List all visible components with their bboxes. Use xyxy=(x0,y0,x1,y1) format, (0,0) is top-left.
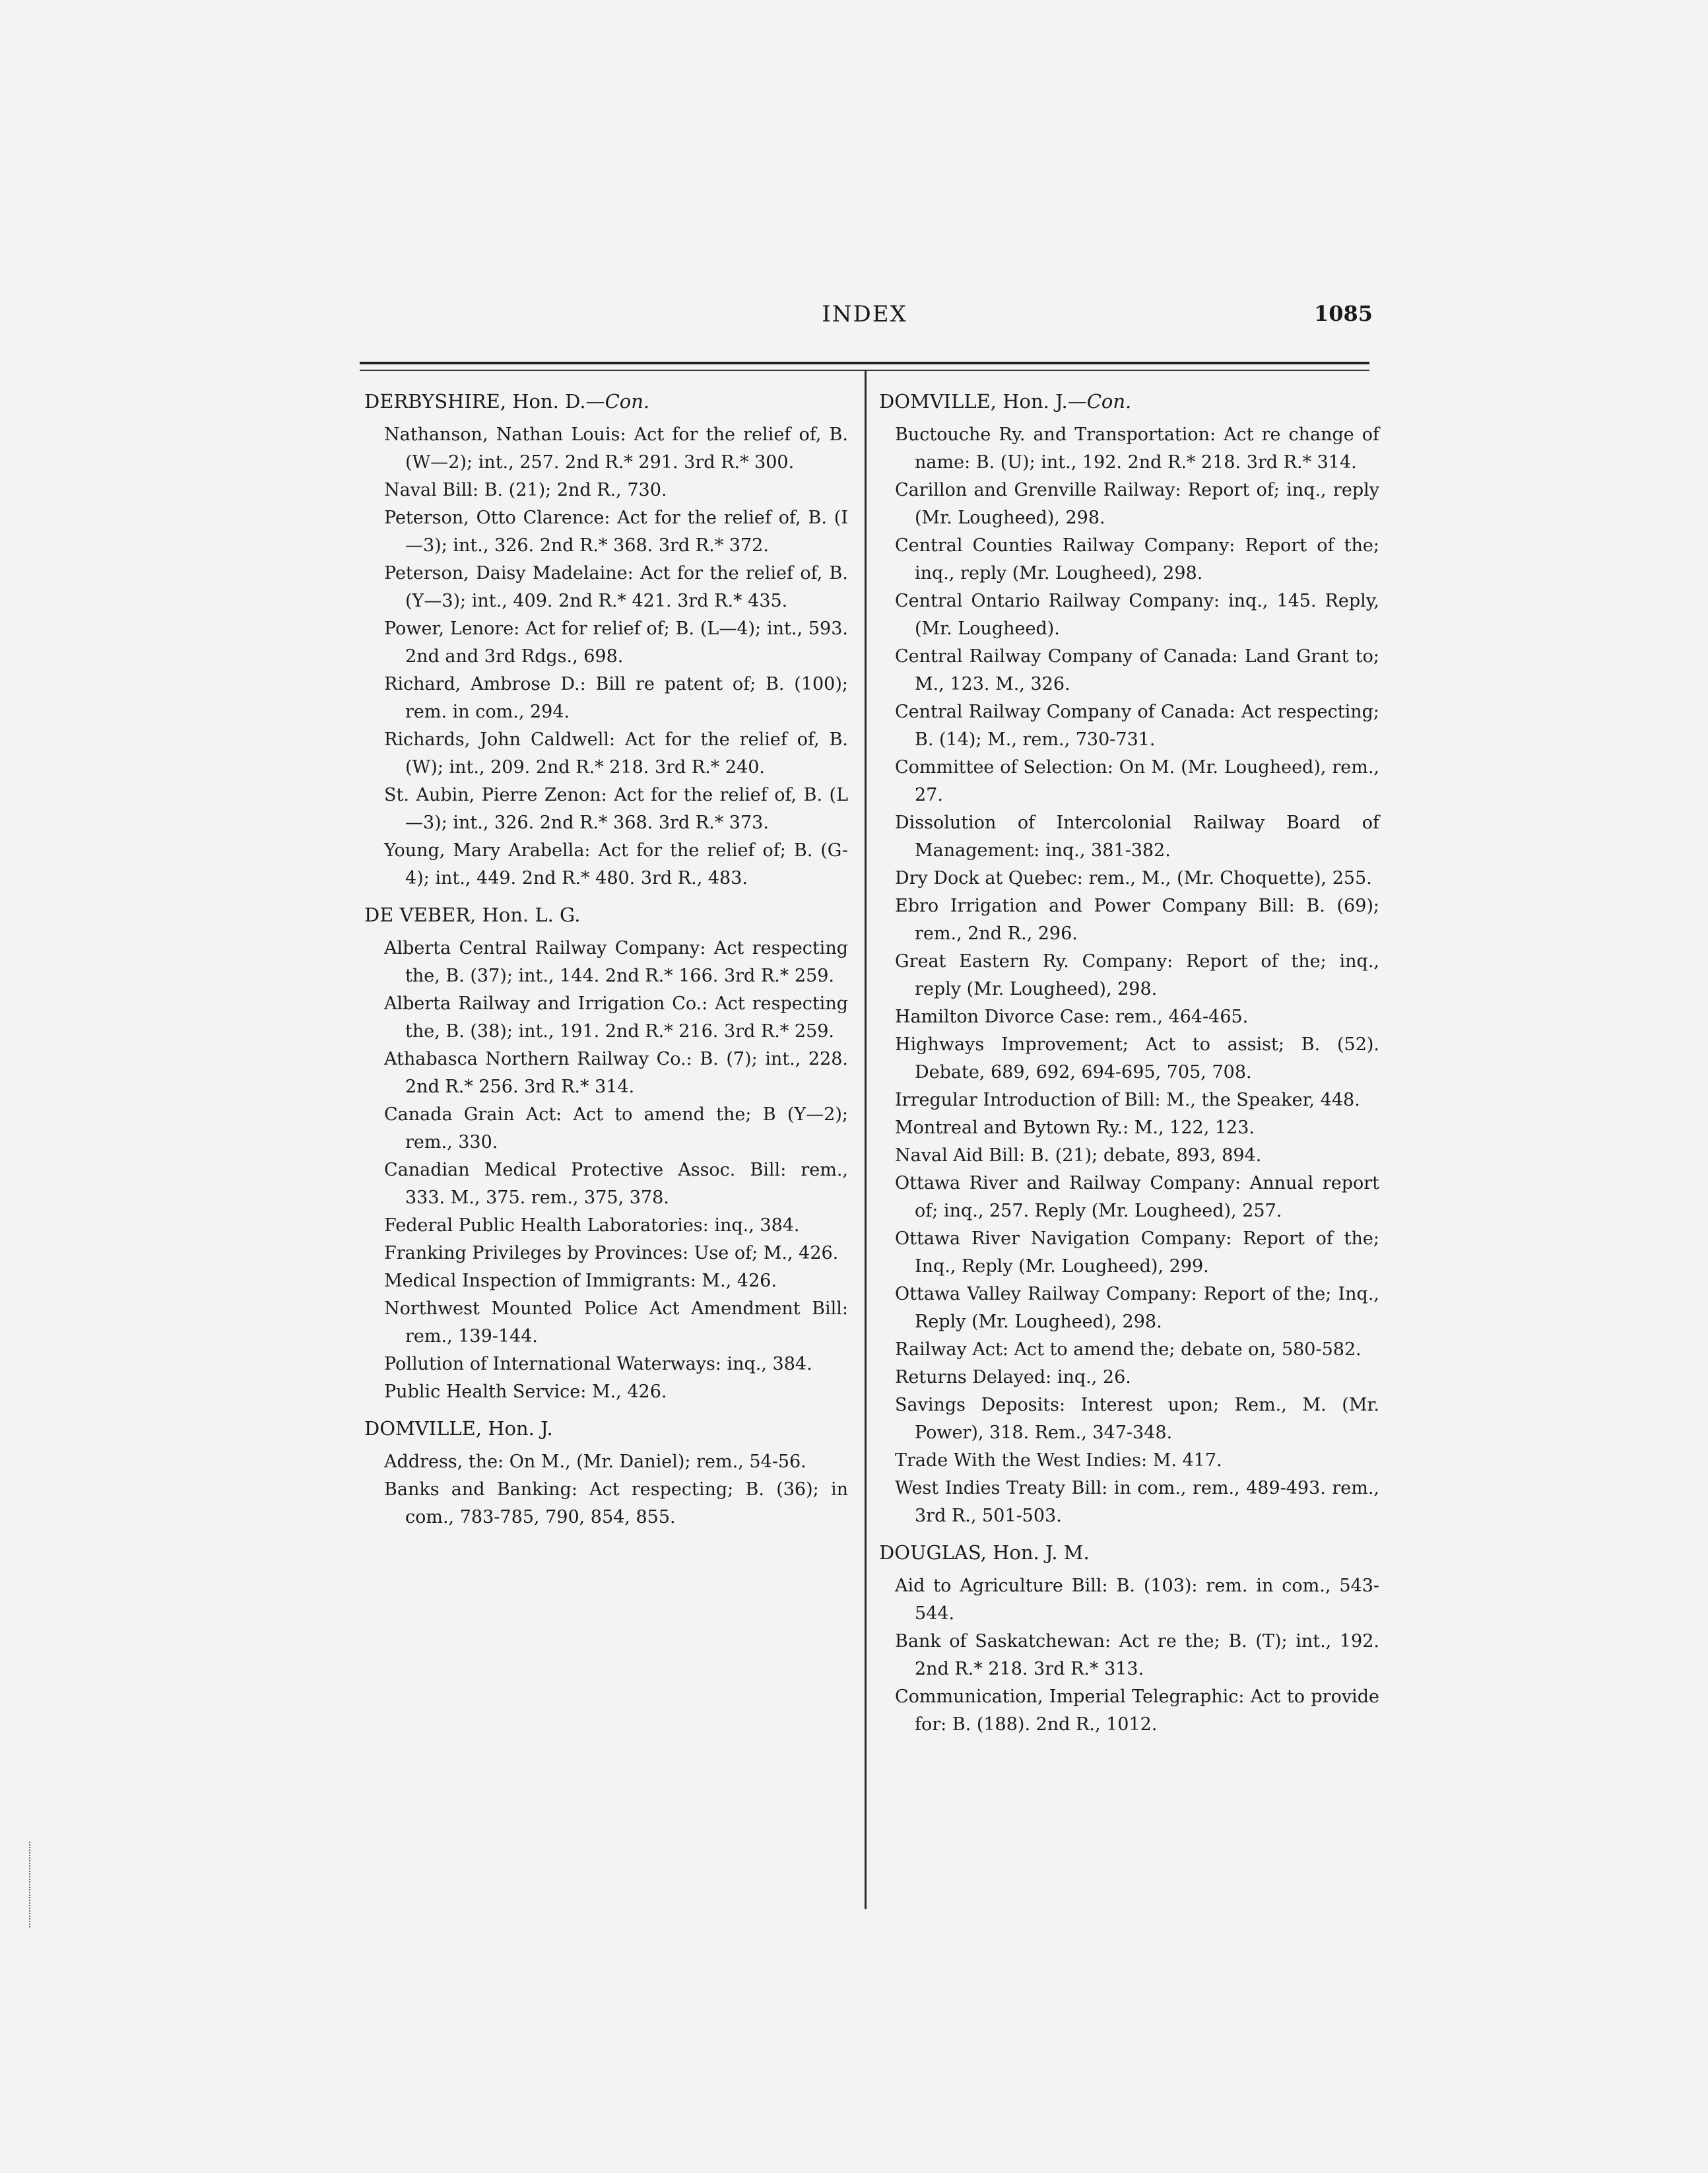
index-entry: Communication, Imperial Telegraphic: Act to provide for: B. (188). 2nd R., 1012. xyxy=(895,1687,1379,1735)
index-entry: Returns Delayed: inq., 26. xyxy=(895,1367,1131,1387)
index-entry: Committee of Selection: On M. (Mr. Lougheed), rem., 27. xyxy=(895,757,1379,805)
index-entry: Naval Bill: B. (21); 2nd R., 730. xyxy=(384,480,667,500)
index-entry: Aid to Agriculture Bill: B. (103): rem. in com., 543-544. xyxy=(895,1576,1379,1624)
heading-name: DOMVILLE, Hon. J. xyxy=(364,1417,553,1440)
index-entry: Ebro Irrigation and Power Company Bill: B. (69); rem., 2nd R., 296. xyxy=(895,896,1379,944)
index-entry: Ottawa River Navigation Company: Report of the; Inq., Reply (Mr. Lougheed), 299. xyxy=(895,1228,1379,1277)
index-entry: Alberta Central Railway Company: Act respecting the, B. (37); int., 144. 2nd R.* 166. 3rd R.* 259. xyxy=(384,938,848,986)
index-entry: Great Eastern Ry. Company: Report of the; inq., reply (Mr. Lougheed), 298. xyxy=(895,951,1379,999)
index-entry: Canadian Medical Protective Assoc. Bill: rem., 333. M., 375. rem., 375, 378. xyxy=(384,1160,848,1208)
right-column xyxy=(878,388,1379,1739)
heading-name: DERBYSHIRE, Hon. D. xyxy=(364,390,586,413)
column-divider xyxy=(865,371,867,1909)
heading-continued: —Con. xyxy=(585,390,650,413)
index-heading xyxy=(363,902,848,928)
index-entry: Dry Dock at Quebec: rem., M., (Mr. Choquette), 255. xyxy=(895,868,1372,888)
index-entry: Nathanson, Nathan Louis: Act for the relief of, B. (W—2); int., 257. 2nd R.* 291. 3rd R.* 300. xyxy=(384,424,848,473)
index-heading xyxy=(363,1415,848,1442)
page-number: 1085 xyxy=(1313,301,1373,326)
left-column xyxy=(363,388,848,1531)
index-entry: Central Railway Company of Canada: Land Grant to; M., 123. M., 326. xyxy=(895,646,1379,694)
index-entry: Canada Grain Act: Act to amend the; B (Y—2); rem., 330. xyxy=(384,1104,848,1153)
index-entry: Ottawa Valley Railway Company: Report of the; Inq., Reply (Mr. Lougheed), 298. xyxy=(895,1284,1379,1332)
index-entry: Young, Mary Arabella: Act for the relief of; B. (G-4); int., 449. 2nd R.* 480. 3rd R., 483. xyxy=(384,840,848,888)
index-entry: Public Health Service: M., 426. xyxy=(384,1382,667,1402)
index-entry: Alberta Railway and Irrigation Co.: Act respecting the, B. (38); int., 191. 2nd R.* 216. 3rd R.* 259. xyxy=(384,993,848,1042)
index-entry: Buctouche Ry. and Transportation: Act re change of name: B. (U); int., 192. 2nd R.* 218. 3rd R.* 314. xyxy=(895,424,1379,473)
index-entry: Power, Lenore: Act for relief of; B. (L—4); int., 593. 2nd and 3rd Rdgs., 698. xyxy=(384,618,848,667)
index-entry: Montreal and Bytown Ry.: M., 122, 123. xyxy=(895,1118,1255,1138)
index-entry: Hamilton Divorce Case: rem., 464-465. xyxy=(895,1007,1249,1027)
index-entry: Railway Act: Act to amend the; debate on, 580-582. xyxy=(895,1339,1362,1360)
margin-mark xyxy=(29,1842,33,1927)
index-entry: Central Counties Railway Company: Report of the; inq., reply (Mr. Lougheed), 298. xyxy=(895,535,1379,584)
index-entry: Banks and Banking: Act respecting; B. (36); in com., 783-785, 790, 854, 855. xyxy=(384,1479,848,1527)
index-entry: Richard, Ambrose D.: Bill re patent of; B. (100); rem. in com., 294. xyxy=(384,674,848,722)
index-heading xyxy=(363,388,848,415)
heading-name: DOUGLAS, Hon. J. M. xyxy=(879,1541,1090,1564)
index-entry: Savings Deposits: Interest upon; Rem., M. (Mr. Power), 318. Rem., 347-348. xyxy=(895,1395,1379,1443)
index-entry: Medical Inspection of Immigrants: M., 426. xyxy=(384,1271,777,1291)
index-entry: Highways Improvement; Act to assist; B. (52). Debate, 689, 692, 694-695, 705, 708. xyxy=(895,1034,1379,1083)
header-rule-thick xyxy=(360,362,1369,364)
index-entry: Address, the: On M., (Mr. Daniel); rem., 54-56. xyxy=(384,1452,806,1472)
index-entry: Dissolution of Intercolonial Railway Board of Management: inq., 381-382. xyxy=(895,813,1379,861)
index-entry: Northwest Mounted Police Act Amendment Bill: rem., 139-144. xyxy=(384,1298,848,1347)
index-entry: Peterson, Daisy Madelaine: Act for the relief of, B. (Y—3); int., 409. 2nd R.* 421. 3rd R.* 435. xyxy=(384,563,848,611)
index-entry: Carillon and Grenville Railway: Report of; inq., reply (Mr. Lougheed), 298. xyxy=(895,480,1379,528)
index-entry: Central Ontario Railway Company: inq., 145. Reply, (Mr. Lougheed). xyxy=(895,591,1379,639)
index-entry: Federal Public Health Laboratories: inq., 384. xyxy=(384,1215,800,1236)
index-entry: Central Railway Company of Canada: Act respecting; B. (14); M., rem., 730-731. xyxy=(895,702,1379,750)
index-entry: Pollution of International Waterways: inq., 384. xyxy=(384,1354,812,1374)
index-entry: St. Aubin, Pierre Zenon: Act for the relief of, B. (L—3); int., 326. 2nd R.* 368. 3rd R.* 373. xyxy=(384,785,848,833)
index-entry: Irregular Introduction of Bill: M., the Speaker, 448. xyxy=(895,1090,1360,1110)
index-entry: Trade With the West Indies: M. 417. xyxy=(895,1450,1222,1471)
index-heading xyxy=(878,1539,1379,1566)
heading-name: DE VEBER, Hon. L. G. xyxy=(364,904,581,926)
index-entry: Peterson, Otto Clarence: Act for the relief of, B. (I—3); int., 326. 2nd R.* 368. 3rd R.* 372. xyxy=(384,508,848,556)
index-entry: West Indies Treaty Bill: in com., rem., 489-493. rem., 3rd R., 501-503. xyxy=(895,1478,1379,1526)
running-title: INDEX xyxy=(822,301,907,327)
index-entry: Franking Privileges by Provinces: Use of; M., 426. xyxy=(384,1243,839,1263)
index-entry: Athabasca Northern Railway Co.: B. (7); int., 228. 2nd R.* 256. 3rd R.* 314. xyxy=(384,1049,848,1097)
index-entry: Naval Aid Bill: B. (21); debate, 893, 894. xyxy=(895,1145,1262,1166)
index-heading xyxy=(878,388,1379,415)
index-entry: Ottawa River and Railway Company: Annual report of; inq., 257. Reply (Mr. Lougheed), 257. xyxy=(895,1173,1379,1221)
heading-continued: —Con. xyxy=(1067,390,1132,413)
index-entry: Bank of Saskatchewan: Act re the; B. (T); int., 192. 2nd R.* 218. 3rd R.* 313. xyxy=(895,1631,1379,1679)
heading-name: DOMVILLE, Hon. J. xyxy=(879,390,1068,413)
index-entry: Richards, John Caldwell: Act for the relief of, B. (W); int., 209. 2nd R.* 218. 3rd R.* 240. xyxy=(384,729,848,778)
